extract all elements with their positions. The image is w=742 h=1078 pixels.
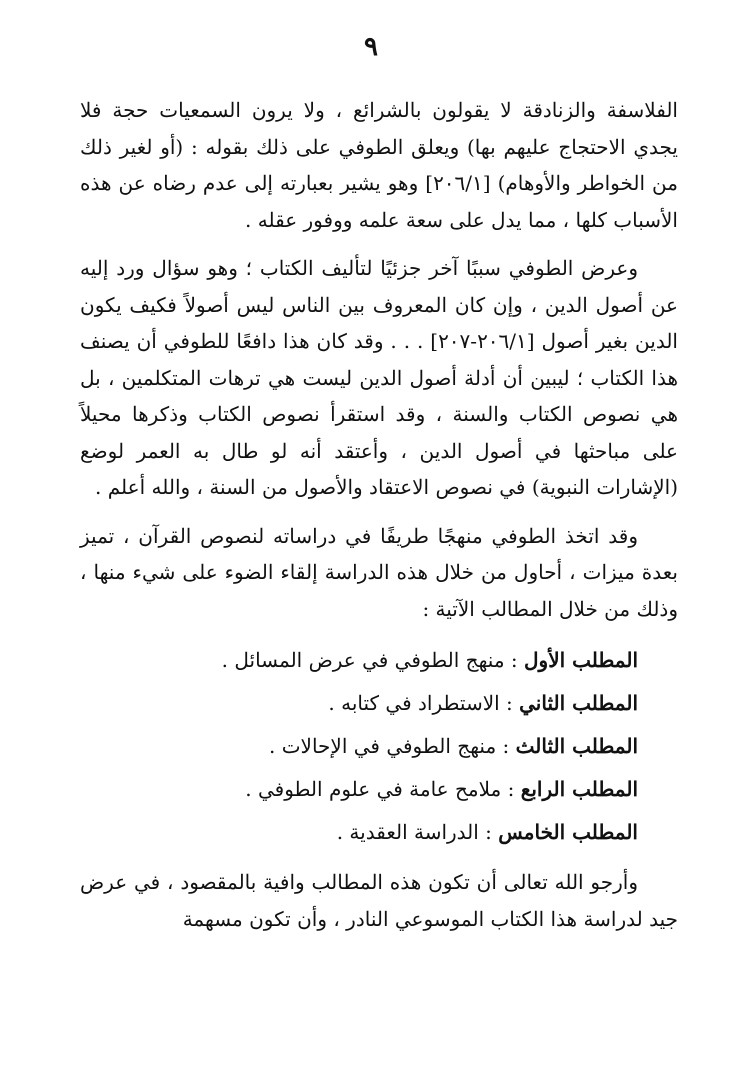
section-title: المطلب الأول [524,648,638,672]
section-title: المطلب الثاني [519,691,638,715]
section-item [80,811,678,854]
paragraph-2: وعرض الطوفي سببًا آخر جزئيًا لتأليف الكتاب ؛ وهو سؤال ورد إليه عن أصول الدين ، وإن كان المعروف بين الناس ليس أصولاً فكيف يكون الدين بغير أصول [٢٠٦/١-٢٠٧] . . . وقد كان هذا دافعًا للطوفي أن يصنف هذا الكتاب ؛ ليبين أن أدلة أصول الدين ليست هي ترهات المتكلمين ، بل هي نصوص الكتاب والسنة ، وقد استقرأ نصوص الكتاب وذكرها محيلاً على مباحثها في أصول الدين ، وأعتقد أنه لو طال به العمر لوضع (الإشارات النبوية) في نصوص الاعتقاد والأصول من السنة ، والله أعلم . [80,256,678,499]
section-item [80,682,678,725]
section-text: : منهج الطوفي في عرض المسائل . [221,648,518,672]
section-text: : الاستطراد في كتابه . [328,691,513,715]
section-item [80,725,678,768]
section-text: : الدراسة العقدية . [336,820,492,844]
section-title: المطلب الخامس [498,820,638,844]
page-number: ٩ [364,32,378,62]
section-title: المطلب الرابع [520,777,638,801]
paragraph-3: وقد اتخذ الطوفي منهجًا طريفًا في دراساته لنصوص القرآن ، تميز بعدة ميزات ، أحاول من خلال هذه الدراسة إلقاء الضوء على شيء منها ، وذلك من خلال المطالب الآتية : [80,523,678,621]
section-text: : منهج الطوفي في الإحالات . [269,734,510,758]
paragraph-1: الفلاسفة والزنادقة لا يقولون بالشرائع ، ولا يرون السمعيات حجة فلا يجدي الاحتجاج عليهم بها) ويعلق الطوفي على ذلك بقوله : (أو لغير ذلك من الخواطر والأوهام) [٢٠٦/١] وهو يشير بعبارته إلى عدم رضاه عن هذه الأسباب كلها ، مما يدل على سعة علمه ووفور عقله . [80,98,678,232]
sections-list [80,639,678,854]
section-text: : ملامح عامة في علوم الطوفي . [245,777,515,801]
section-item [80,639,678,682]
body-text [80,92,678,949]
closing-paragraph: وأرجو الله تعالى أن تكون هذه المطالب وافية بالمقصود ، في عرض جيد لدراسة هذا الكتاب الموسوعي النادر ، وأن تكون مسهمة [80,870,678,931]
section-title: المطلب الثالث [515,734,638,758]
section-item [80,768,678,811]
